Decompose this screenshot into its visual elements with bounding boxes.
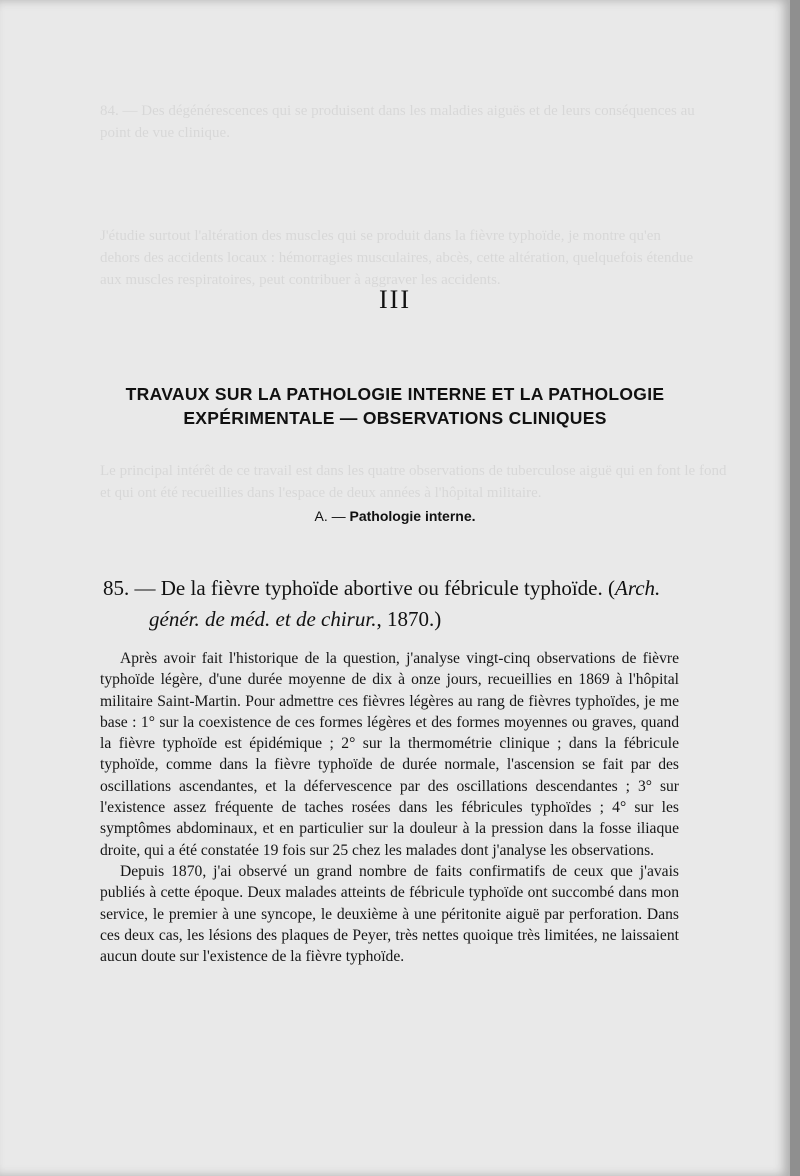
entry-number: 85. xyxy=(103,576,130,600)
paragraph: Après avoir fait l'historique de la question, j'analyse vingt-cinq observations de fièvre typhoïde légère, d'une durée moyenne de dix à onze jours, recueillies en 1869 à l'hôpital militaire Saint-Martin. Pour admettre ces fièvres légères au rang de fièvres typhoïdes, je me base : 1° sur la coexistence de ces formes légères et des formes moyennes ou graves, quand la fièvre typhoïde est épidémique ; 2° sur la thermométrie clinique ; dans la fébricule typhoïde, comme dans la fièvre typhoïde de durée normale, l'ascension se fait par des oscillations ascendantes, et la défervescence par des oscillations descendantes ; 3° sur l'existence assez fréquente de taches rosées dans les fébricules typhoïdes ; 4° sur les symptômes abdominaux, et en particulier sur la douleur à la pression dans la fosse iliaque droite, qui a été constatée 19 fois sur 25 chez les malades dont j'analyse les observations. xyxy=(100,650,679,859)
main-title-line: TRAVAUX SUR LA PATHOLOGIE INTERNE ET LA PATHOLOGIE xyxy=(125,384,665,404)
main-title-line: EXPÉRIMENTALE — OBSERVATIONS CLINIQUES xyxy=(183,408,607,428)
main-title xyxy=(60,382,730,430)
entry-ref-open: ( xyxy=(608,576,616,600)
bleed-through-text: 84. — Des dégénérescences qui se produisent dans les maladies aiguës et de leurs conséquences au point de vue clinique. xyxy=(100,103,695,141)
subsection-heading xyxy=(0,508,790,524)
entry-heading xyxy=(103,573,693,635)
entry-title: — De la fièvre typhoïde abortive ou fébricule typhoïde. xyxy=(134,576,603,600)
entry-journal: génér. de méd. et de chirur. xyxy=(149,607,377,631)
bleed-through-text: Le principal intérêt de ce travail est dans les quatre observations de tuberculose aiguë qui en font le fond et qui ont été recueillies dans l'espace de deux années à l'hôpital militaire. xyxy=(100,463,727,501)
subsection-letter: A. — xyxy=(314,508,346,524)
entry-year: , 1870.) xyxy=(376,607,442,631)
entry-journal: Arch. xyxy=(615,576,661,600)
paragraph: Depuis 1870, j'ai observé un grand nombre de faits confirmatifs de ceux que j'avais publiés à cette époque. Deux malades atteints de fébricule typhoïde ont succombé dans mon service, le premier à une syncope, le deuxième à une péritonite aiguë par perforation. Dans ces deux cas, les lésions des plaques de Peyer, très nettes quoique très limitées, ne laissaient aucun doute sur l'existence de la fièvre typhoïde. xyxy=(100,862,679,966)
body-text xyxy=(100,648,679,967)
bleed-through-text: J'étudie surtout l'altération des muscles qui se produit dans la fièvre typhoïde, je montre qu'en dehors des accidents locaux : hémorragies musculaires, abcès, cette altération, quelquefois étendue aux muscles respiratoires, peut contribuer à aggraver les accidents. xyxy=(100,228,694,288)
section-number: III xyxy=(379,285,411,314)
subsection-title: Pathologie interne. xyxy=(349,508,476,524)
